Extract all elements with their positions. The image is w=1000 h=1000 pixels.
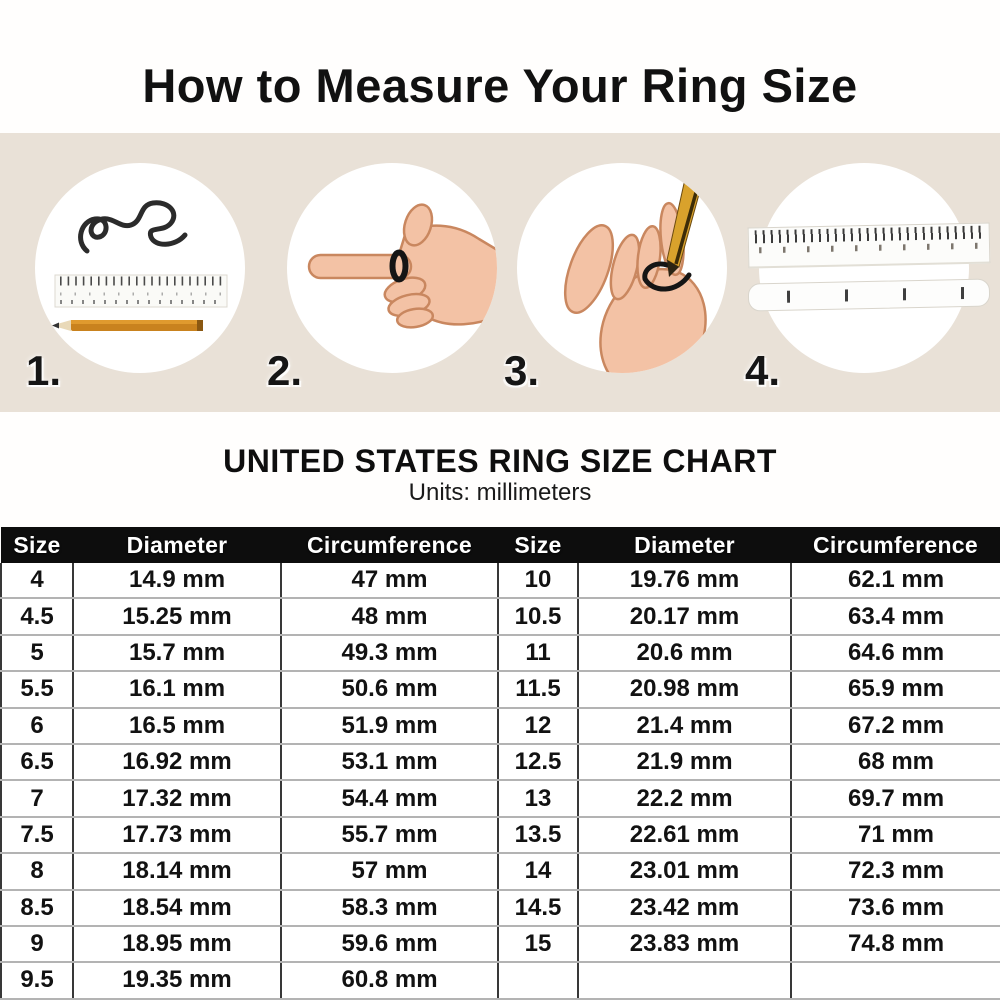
column-header: Diameter bbox=[73, 527, 281, 563]
table-cell: 62.1 mm bbox=[791, 563, 1000, 598]
table-row bbox=[1, 635, 1000, 671]
table-cell: 47 mm bbox=[281, 563, 498, 598]
step-2-illustration bbox=[287, 163, 497, 373]
measured-string-strip bbox=[748, 278, 991, 311]
table-cell: 71 mm bbox=[791, 817, 1000, 853]
table-cell: 20.98 mm bbox=[578, 671, 791, 707]
table-row bbox=[1, 926, 1000, 962]
table-cell: 48 mm bbox=[281, 598, 498, 634]
column-header: Circumference bbox=[791, 527, 1000, 563]
table-cell: 12.5 bbox=[498, 744, 578, 780]
step-1-number: 1. bbox=[26, 347, 62, 394]
table-cell bbox=[578, 962, 791, 998]
step-4-number: 4. bbox=[745, 347, 781, 394]
table-cell: 4.5 bbox=[1, 598, 73, 634]
table-cell: 15 bbox=[498, 926, 578, 962]
table-cell: 22.2 mm bbox=[578, 780, 791, 816]
table-row bbox=[1, 780, 1000, 816]
table-cell: 53.1 mm bbox=[281, 744, 498, 780]
table-cell: 57 mm bbox=[281, 853, 498, 889]
table-cell: 64.6 mm bbox=[791, 635, 1000, 671]
size-chart-table bbox=[0, 527, 1000, 1000]
table-cell: 7 bbox=[1, 780, 73, 816]
ruler-ticks bbox=[755, 226, 983, 244]
table-cell: 14.5 bbox=[498, 890, 578, 926]
table-cell: 10.5 bbox=[498, 598, 578, 634]
table-cell: 60.8 mm bbox=[281, 962, 498, 998]
table-cell: 18.54 mm bbox=[73, 890, 281, 926]
table-cell: 17.32 mm bbox=[73, 780, 281, 816]
table-cell: 10 bbox=[498, 563, 578, 598]
table-cell: 51.9 mm bbox=[281, 708, 498, 744]
table-cell: 18.14 mm bbox=[73, 853, 281, 889]
table-cell: 23.01 mm bbox=[578, 853, 791, 889]
string-marks bbox=[787, 287, 965, 303]
table-cell: 9.5 bbox=[1, 962, 73, 998]
header-row bbox=[1, 527, 1000, 563]
ruler-measuring-string-icon bbox=[748, 222, 991, 268]
chart-subtitle: Units: millimeters bbox=[408, 479, 592, 506]
chart-title: UNITED STATES RING SIZE CHART bbox=[223, 443, 777, 479]
column-header: Diameter bbox=[578, 527, 791, 563]
column-header: Circumference bbox=[281, 527, 498, 563]
table-row bbox=[1, 890, 1000, 926]
table-cell: 5 bbox=[1, 635, 73, 671]
table-cell: 16.92 mm bbox=[73, 744, 281, 780]
table-cell: 16.5 mm bbox=[73, 708, 281, 744]
table-cell: 13 bbox=[498, 780, 578, 816]
table-cell: 20.17 mm bbox=[578, 598, 791, 634]
step-1-illustration bbox=[35, 163, 245, 373]
hand-pointing-with-string-icon bbox=[287, 163, 497, 373]
table-cell bbox=[498, 962, 578, 998]
table-cell: 50.6 mm bbox=[281, 671, 498, 707]
table-cell: 20.6 mm bbox=[578, 635, 791, 671]
table-cell: 72.3 mm bbox=[791, 853, 1000, 889]
table-cell: 16.1 mm bbox=[73, 671, 281, 707]
table-cell: 69.7 mm bbox=[791, 780, 1000, 816]
table-cell: 17.73 mm bbox=[73, 817, 281, 853]
table-cell: 73.6 mm bbox=[791, 890, 1000, 926]
step-3-number: 3. bbox=[504, 347, 540, 394]
table-cell: 67.2 mm bbox=[791, 708, 1000, 744]
table-cell bbox=[791, 962, 1000, 998]
table-cell: 21.4 mm bbox=[578, 708, 791, 744]
table-cell: 58.3 mm bbox=[281, 890, 498, 926]
step-4-illustration bbox=[759, 163, 969, 373]
table-cell: 68 mm bbox=[791, 744, 1000, 780]
table-row bbox=[1, 853, 1000, 889]
table-cell: 7.5 bbox=[1, 817, 73, 853]
table-cell: 9 bbox=[1, 926, 73, 962]
column-header: Size bbox=[1, 527, 73, 563]
table-cell: 65.9 mm bbox=[791, 671, 1000, 707]
table-cell: 6 bbox=[1, 708, 73, 744]
table-cell: 59.6 mm bbox=[281, 926, 498, 962]
table-row bbox=[1, 744, 1000, 780]
table-row bbox=[1, 817, 1000, 853]
table-cell: 11.5 bbox=[498, 671, 578, 707]
table-cell: 11 bbox=[498, 635, 578, 671]
table-cell: 12 bbox=[498, 708, 578, 744]
table-row bbox=[1, 962, 1000, 998]
table-cell: 22.61 mm bbox=[578, 817, 791, 853]
column-header: Size bbox=[498, 527, 578, 563]
table-cell: 63.4 mm bbox=[791, 598, 1000, 634]
table-cell: 54.4 mm bbox=[281, 780, 498, 816]
table-cell: 23.42 mm bbox=[578, 890, 791, 926]
table-row bbox=[1, 708, 1000, 744]
table-cell: 8 bbox=[1, 853, 73, 889]
table-cell: 21.9 mm bbox=[578, 744, 791, 780]
table-cell: 8.5 bbox=[1, 890, 73, 926]
table-row bbox=[1, 598, 1000, 634]
table-row bbox=[1, 563, 1000, 598]
table-cell: 49.3 mm bbox=[281, 635, 498, 671]
table-cell: 18.95 mm bbox=[73, 926, 281, 962]
step-3-illustration bbox=[517, 163, 727, 373]
table-cell: 19.76 mm bbox=[578, 563, 791, 598]
table-cell: 14.9 mm bbox=[73, 563, 281, 598]
table-cell: 13.5 bbox=[498, 817, 578, 853]
table-cell: 5.5 bbox=[1, 671, 73, 707]
string-ruler-pencil-icon bbox=[35, 163, 245, 373]
page-title: How to Measure Your Ring Size bbox=[142, 59, 858, 112]
table-cell: 55.7 mm bbox=[281, 817, 498, 853]
steps-band bbox=[0, 133, 1000, 412]
table-cell: 14 bbox=[498, 853, 578, 889]
table-cell: 23.83 mm bbox=[578, 926, 791, 962]
table-row bbox=[1, 671, 1000, 707]
table-cell: 15.7 mm bbox=[73, 635, 281, 671]
step-2-number: 2. bbox=[267, 347, 303, 394]
table-cell: 74.8 mm bbox=[791, 926, 1000, 962]
table-cell: 15.25 mm bbox=[73, 598, 281, 634]
table-cell: 6.5 bbox=[1, 744, 73, 780]
table-cell: 4 bbox=[1, 563, 73, 598]
table-cell: 19.35 mm bbox=[73, 962, 281, 998]
ruler-numbers bbox=[759, 243, 979, 254]
hand-marking-string-with-pencil-icon bbox=[517, 163, 727, 373]
